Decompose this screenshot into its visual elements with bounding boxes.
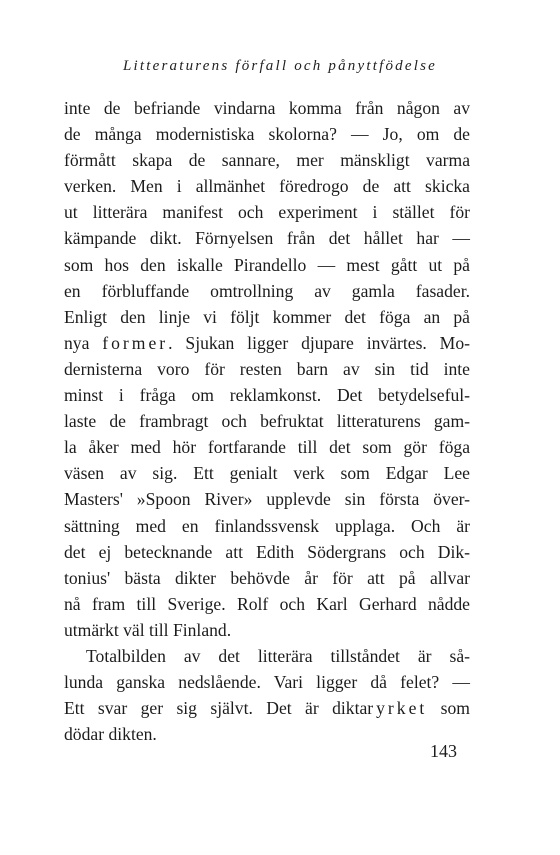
text-line: la åker med hör fortfarande till det som gör föga xyxy=(64,437,470,458)
text-line: laste de frambragt och befruktat litteraturens gam- xyxy=(64,411,470,432)
text-line: de många modernistiska skolorna? — Jo, om de xyxy=(64,124,470,145)
text-fragment: Ett svar ger sig självt. Det är dikta xyxy=(64,698,368,719)
text-line: nå fram till Sverige. Rolf och Karl Gerhard nådde xyxy=(64,593,470,614)
text-line-spaced xyxy=(64,695,470,721)
text-line: inte de befriande vindarna komma från någon av xyxy=(64,98,470,118)
text-line: kämpande dikt. Förnyelsen från det hållet har — xyxy=(64,228,470,249)
text-fragment: som xyxy=(427,698,470,719)
text-line: tonius' bästa dikter behövde år för att på allvar xyxy=(64,567,470,588)
text-line: det ej betecknande att Edith Södergrans och Dik- xyxy=(64,541,470,562)
text-line: sättning med en finlandssvensk upplaga. Och är xyxy=(64,515,470,536)
text-line: Totalbilden av det litterära tillståndet är så- xyxy=(86,645,470,666)
text-line: dernisterna voro för resten barn av sin tid inte xyxy=(64,358,470,379)
text-line: minst i fråga om reklamkonst. Det betydelseful- xyxy=(64,385,470,406)
running-head: Litteraturens förfall och pånyttfödelse xyxy=(123,58,437,74)
text-line-spaced xyxy=(64,330,470,356)
page-number: 143 xyxy=(430,741,457,761)
text-fragment: . Sjukan ligger djupare invärtes. Mo- xyxy=(168,332,470,353)
text-line: Masters' »Spoon River» upplevde sin första över- xyxy=(64,489,470,510)
body-text xyxy=(64,95,470,747)
text-line: dödar dikten. xyxy=(64,724,157,745)
text-line: verken. Men i allmänhet föredrogo de att skicka xyxy=(64,176,470,197)
text-line: Enligt den linje vi följt kommer det föga an på xyxy=(64,306,470,327)
text-line: förmått skapa de sannare, mer mänskligt varma xyxy=(64,150,470,171)
text-line: utmärkt väl till Finland. xyxy=(64,619,232,640)
text-line: lunda ganska nedslående. Vari ligger då felet? — xyxy=(64,672,470,693)
text-line: en förbluffande omtrollning av gamla fasader. xyxy=(64,280,470,301)
spaced-word: former xyxy=(102,332,169,353)
text-line: som hos den iskalle Pirandello — mest gått ut på xyxy=(64,254,470,275)
text-line: ut litterära manifest och experiment i stället för xyxy=(64,202,470,223)
text-line: väsen av sig. Ett genialt verk som Edgar Lee xyxy=(64,463,470,484)
spaced-word: ryrket xyxy=(367,698,428,719)
text-fragment: nya xyxy=(64,332,103,353)
